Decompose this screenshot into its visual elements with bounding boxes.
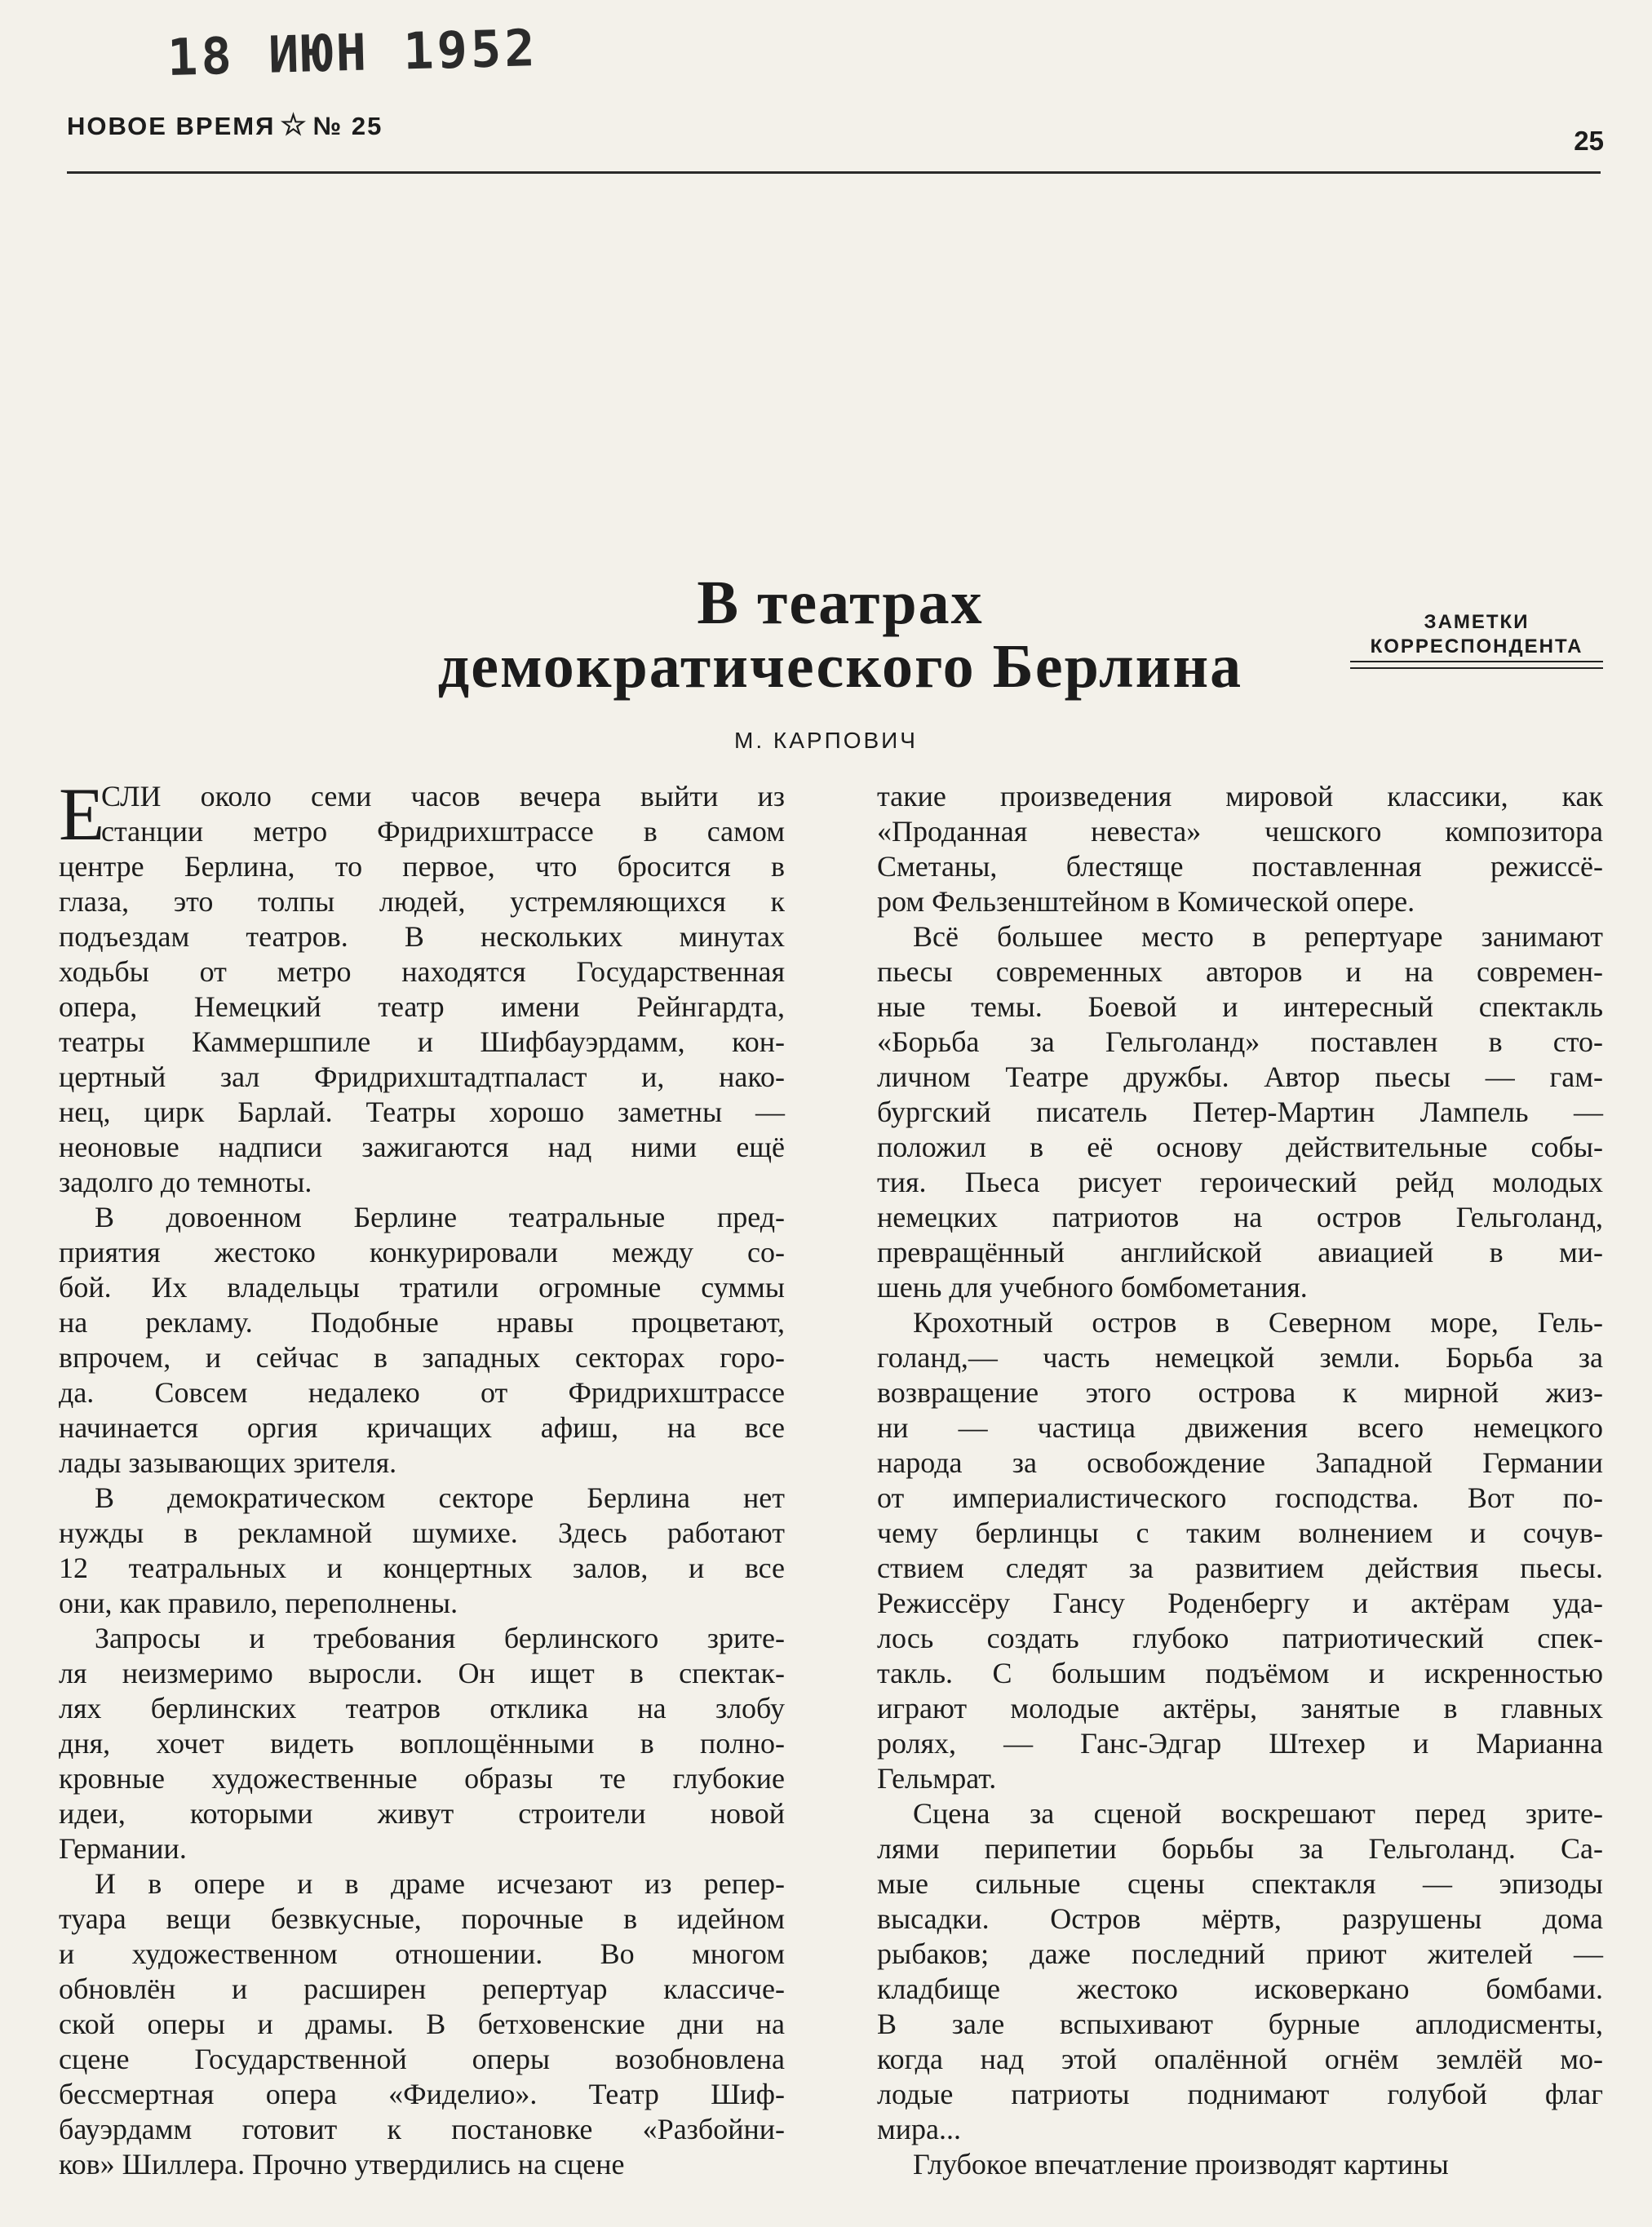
text-line: В демократическом секторе Берлина нет — [95, 1481, 785, 1514]
journal-name: НОВОЕ ВРЕМЯ — [67, 112, 276, 140]
text-line: ской оперы и драмы. В бетховенские дни на — [59, 2008, 785, 2040]
text-line: Глубокое впечатление производят картины — [913, 2148, 1449, 2181]
text-line: приятия жестоко конкурировали между со- — [59, 1236, 785, 1268]
text-line: неоновые надписи зажигаются над ними ещё — [59, 1131, 785, 1163]
text-line: Режиссёру Гансу Роденбергу и актёрам уда- — [877, 1587, 1603, 1619]
text-line: лях берлинских театров отклика на злобу — [59, 1692, 785, 1724]
text-line: театры Каммершпиле и Шифбауэрдамм, кон- — [59, 1025, 785, 1058]
text-line: нужды в рекламной шумихе. Здесь работают — [59, 1516, 785, 1549]
text-line: 12 театральных и концертных залов, и все — [59, 1552, 785, 1584]
text-line: ни — частица движения всего немецкого — [877, 1411, 1603, 1444]
text-line: В довоенном Берлине театральные пред- — [95, 1201, 785, 1233]
text-line: В зале вспыхивают бурные аплодисменты, — [877, 2008, 1603, 2040]
text-line: дня, хочет видеть воплощёнными в полно- — [59, 1727, 785, 1760]
text-line: впрочем, и сейчас в западных секторах горо- — [59, 1341, 785, 1374]
page-header — [67, 104, 1609, 170]
text-line: бургский писатель Петер-Мартин Лампель — — [877, 1096, 1603, 1128]
text-line: такие произведения мировой классики, как — [877, 780, 1603, 812]
text-line: ля неизмеримо выросли. Он ищет в спектак- — [59, 1657, 785, 1689]
text-line: бой. Их владельцы тратили огромные суммы — [59, 1271, 785, 1304]
text-line: мые сильные сцены спектакля — эпизоды — [877, 1867, 1603, 1900]
text-line: народа за освобождение Западной Германии — [877, 1446, 1603, 1479]
text-line: начинается оргия кричащих афиш, на все — [59, 1411, 785, 1444]
text-line: Крохотный остров в Северном море, Гель- — [913, 1306, 1603, 1339]
text-line: такль. С большим подъёмом и искренностью — [877, 1657, 1603, 1689]
text-line: голанд,— часть немецкой земли. Борьба за — [877, 1341, 1603, 1374]
title-line-2: демократического Берлина — [437, 632, 1243, 701]
star-icon: ☆ — [280, 108, 308, 141]
text-line: ков» Шиллера. Прочно утвердились на сцене — [59, 2148, 625, 2181]
header-rule — [67, 171, 1601, 174]
text-line: рыбаков; даже последний приют жителей — — [877, 1937, 1603, 1970]
text-line: играют молодые актёры, занятые в главных — [877, 1692, 1603, 1724]
text-line: глаза, это толпы людей, устремляющихся к — [59, 885, 785, 918]
column-left — [59, 773, 785, 2182]
text-line: Германии. — [59, 1832, 187, 1865]
text-line: мира... — [877, 2113, 962, 2145]
rubric-rule — [1350, 667, 1603, 669]
title-line-1: В театрах — [697, 569, 984, 637]
text-line: они, как правило, переполнены. — [59, 1587, 458, 1619]
text-line: Сметаны, блестяще поставленная режиссё- — [877, 850, 1603, 883]
text-line: лодые патриоты поднимают голубой флаг — [877, 2078, 1603, 2110]
issue-number: № 25 — [312, 112, 383, 140]
text-line: да. Совсем недалеко от Фридрихштрассе — [59, 1376, 785, 1409]
text-line: когда над этой опалённой огнём землёй мо- — [877, 2043, 1603, 2075]
text-line: положил в её основу действительные собы- — [877, 1131, 1603, 1163]
date-stamp: 18 ИЮН 1952 — [166, 18, 539, 87]
text-line: Всё большее место в репертуаре занимают — [913, 920, 1603, 953]
text-line: лось создать глубоко патриотический спек- — [877, 1622, 1603, 1654]
text-line: центре Берлина, то первое, что бросится в — [59, 850, 785, 883]
text-line: личном Театре дружбы. Автор пьесы — гам- — [877, 1060, 1603, 1093]
text-line: кладбище жестоко исковеркано бомбами. — [877, 1972, 1603, 2005]
text-line: ходьбы от метро находятся Государственная — [59, 955, 785, 988]
text-line: сцене Государственной оперы возобновлена — [59, 2043, 785, 2075]
text-line: ром Фельзенштейном в Комической опере. — [877, 885, 1415, 918]
rubric — [1350, 610, 1603, 669]
text-line: бауэрдамм готовит к постановке «Разбойни- — [59, 2113, 785, 2145]
drop-cap: Е — [59, 773, 105, 856]
page-number: 25 — [1574, 126, 1604, 156]
text-line: бессмертная опера «Фиделио». Театр Шиф- — [59, 2078, 785, 2110]
column-right — [877, 779, 1603, 2182]
text-line: станции метро Фридрихштрассе в самом — [101, 815, 785, 848]
text-line: превращённый английской авиацией в ми- — [877, 1236, 1603, 1268]
text-line: ствием следят за развитием действия пьесы. — [877, 1552, 1603, 1584]
text-line: немецких патриотов на остров Гельголанд, — [877, 1201, 1603, 1233]
text-line: кровные художественные образы те глубокие — [59, 1762, 785, 1795]
text-line: лады зазывающих зрителя. — [59, 1446, 397, 1479]
text-line: и художественном отношении. Во многом — [59, 1937, 785, 1970]
text-line: высадки. Остров мёртв, разрушены дома — [877, 1902, 1603, 1935]
text-line: Сцена за сценой воскрешают перед зрите- — [913, 1797, 1603, 1830]
text-line: идеи, которыми живут строители новой — [59, 1797, 785, 1830]
text-line: нец, цирк Барлай. Театры хорошо заметны — — [59, 1096, 785, 1128]
text-line: задолго до темноты. — [59, 1166, 312, 1198]
rubric-line-1: ЗАМЕТКИ — [1424, 611, 1530, 633]
text-line: опера, Немецкий театр имени Рейнгардта, — [59, 990, 785, 1023]
text-line: шень для учебного бомбометания. — [877, 1271, 1308, 1304]
text-line: на рекламу. Подобные нравы процветают, — [59, 1306, 785, 1339]
journal-title — [67, 108, 383, 142]
text-line: «Проданная невеста» чешского композитора — [877, 815, 1603, 848]
text-line: Е СЛИ около семи часов вечера выйти из — [59, 773, 785, 856]
text-line: ные темы. Боевой и интересный спектакль — [877, 990, 1603, 1023]
rubric-line-2: КОРРЕСПОНДЕНТА — [1350, 635, 1603, 662]
text-line: лями перипетии борьбы за Гельголанд. Са- — [877, 1832, 1603, 1865]
text-line: туара вещи безвкусные, порочные в идейном — [59, 1902, 785, 1935]
article-title — [310, 569, 1371, 701]
text-line: пьесы современных авторов и на современ- — [877, 955, 1603, 988]
text-line: возвращение этого острова к мирной жиз- — [877, 1376, 1603, 1409]
text-line: тия. Пьеса рисует героический рейд молодых — [877, 1166, 1603, 1198]
text-line: от империалистического господства. Вот по- — [877, 1481, 1603, 1514]
text-line: И в опере и в драме исчезают из репер- — [95, 1867, 785, 1900]
text-line: подъездам театров. В нескольких минутах — [59, 920, 785, 953]
text-line: ролях, — Ганс-Эдгар Штехер и Марианна — [877, 1727, 1603, 1760]
text-line: цертный зал Фридрихштадтпаласт и, нако- — [59, 1060, 785, 1093]
article-author: М. КАРПОВИЧ — [734, 728, 918, 753]
text-line: обновлён и расширен репертуар классиче- — [59, 1972, 785, 2005]
text-line: «Борьба за Гельголанд» поставлен в сто- — [877, 1025, 1603, 1058]
text-line: Гельмрат. — [877, 1762, 997, 1795]
text-line: Запросы и требования берлинского зрите- — [95, 1622, 785, 1654]
text-line: чему берлинцы с таким волнением и сочув- — [877, 1516, 1603, 1549]
